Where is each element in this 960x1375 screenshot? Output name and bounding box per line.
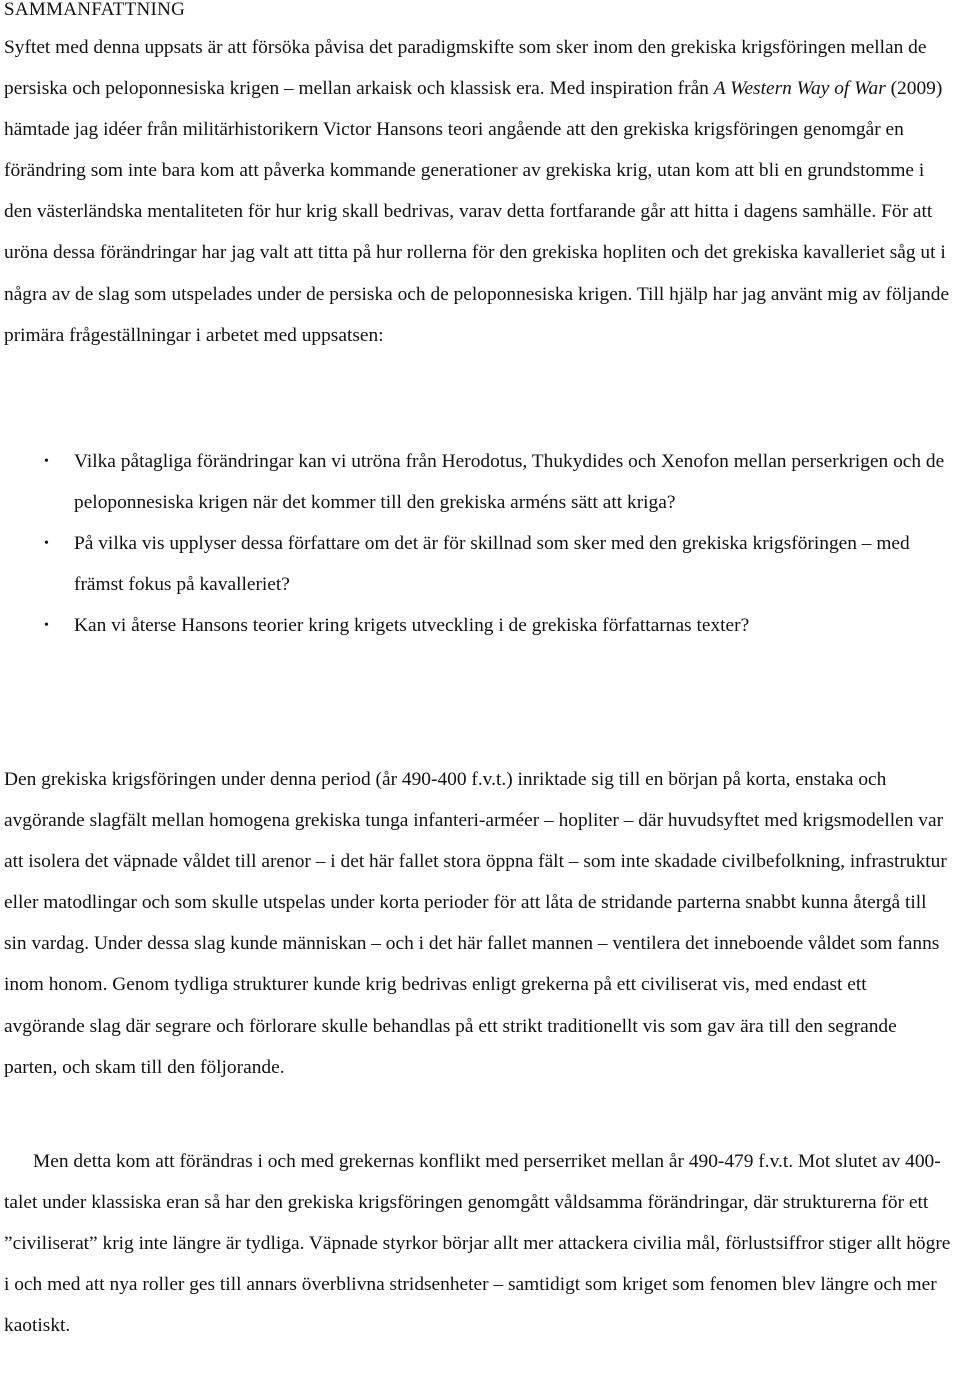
list-item — [0, 523, 952, 605]
section-heading: SAMMANFATTNING — [4, 0, 186, 20]
question-text: Vilka påtagliga förändringar kan vi utröna från Herodotus, Thukydides och Xenofon mellan perserkrigen och de peloponnesiska krigen när det kommer till den grekiska arméns sätt att kriga? — [74, 451, 945, 514]
list-item — [0, 605, 952, 646]
bullet-icon: • — [44, 454, 49, 469]
body-paragraph: Men detta kom att förändras i och med grekernas konflikt med perserriket mellan år 490-479 f.v.t. Mot slutet av 400-talet under klassiska eran så har den grekiska krigsföringen genomgått våldsamma förändringar, där strukturerna för ett ”civiliserat” krig inte längre är tydliga. Väpnade styrkor börjar allt mer attackera civilia mål, förlustsiffror stiger allt högre i och med att nya roller ges till annars överblivna stridsenheter – samtidigt som kriget som fenomen blev längre och mer kaotiskt. — [4, 1151, 951, 1337]
question-text: Kan vi återse Hansons teorier kring krigets utveckling i de grekiska författarnas texter? — [74, 615, 750, 637]
book-title: A Western Way of War — [713, 78, 886, 100]
intro-paragraph — [4, 27, 952, 356]
body-paragraph: Den grekiska krigsföringen under denna period (år 490-400 f.v.t.) inriktade sig till en början på korta, enstaka och avgörande slagfält mellan homogena grekiska tunga infanteri-arméer – hopliter – där huvudsyftet med krigsmodellen var att isolera det väpnade våldet till arenor – i det här fallet stora öppna fält – som inte skadade civilbefolkning, infrastruktur eller matodlingar och som skulle utspelas under korta perioder för att låta de stridande parterna snabbt kunna återgå till sin vardag. Under dessa slag kunde människan – och i det här fallet mannen – ventilera det inneboende våldet som fanns inom honom. Genom tydliga strukturer kunde krig bedrivas enligt grekerna på ett civiliserat vis, med endast ett avgörande slag där segrare och förlorare skulle behandlas på ett strikt traditionellt vis som gav ära till den segrande parten, och skam till den följorande. — [4, 769, 947, 1078]
intro-text-before-title: Syftet med denna uppsats är att försöka påvisa det paradigmskifte som sker inom den grekiska krigsföringen mellan de persiska och peloponnesiska krigen – mellan arkaisk och klassisk era. Med inspiration från — [4, 37, 927, 100]
list-item — [0, 441, 952, 523]
bullet-icon: • — [44, 536, 49, 552]
intro-text-after-title: (2009) hämtade jag idéer från militärhistorikern Victor Hansons teori angående att den grekiska krigsföringen genomgår en förändring som inte bara kom att påverka kommande generationer av grekiska krig, utan kom att bli en grundstomme i den västerländska mentaliteten för hur krig skall bedrivas, varav detta fortfarande går att hitta i dagens samhälle. För att uröna dessa förändringar har jag valt att titta på hur rollerna för den grekiska hopliten och det grekiska kavalleriet såg ut i några av de slag som utspelades under de persiska och de peloponnesiska krigen. Till hjälp har jag använt mig av följande primära frågeställningar i arbetet med uppsatsen: — [4, 78, 950, 346]
bullet-icon: • — [44, 618, 49, 634]
research-questions-list — [0, 441, 952, 646]
question-text: På vilka vis upplyser dessa författare om det är för skillnad som sker med den grekiska krigsföringen – med främst fokus på kavalleriet? — [74, 533, 910, 596]
